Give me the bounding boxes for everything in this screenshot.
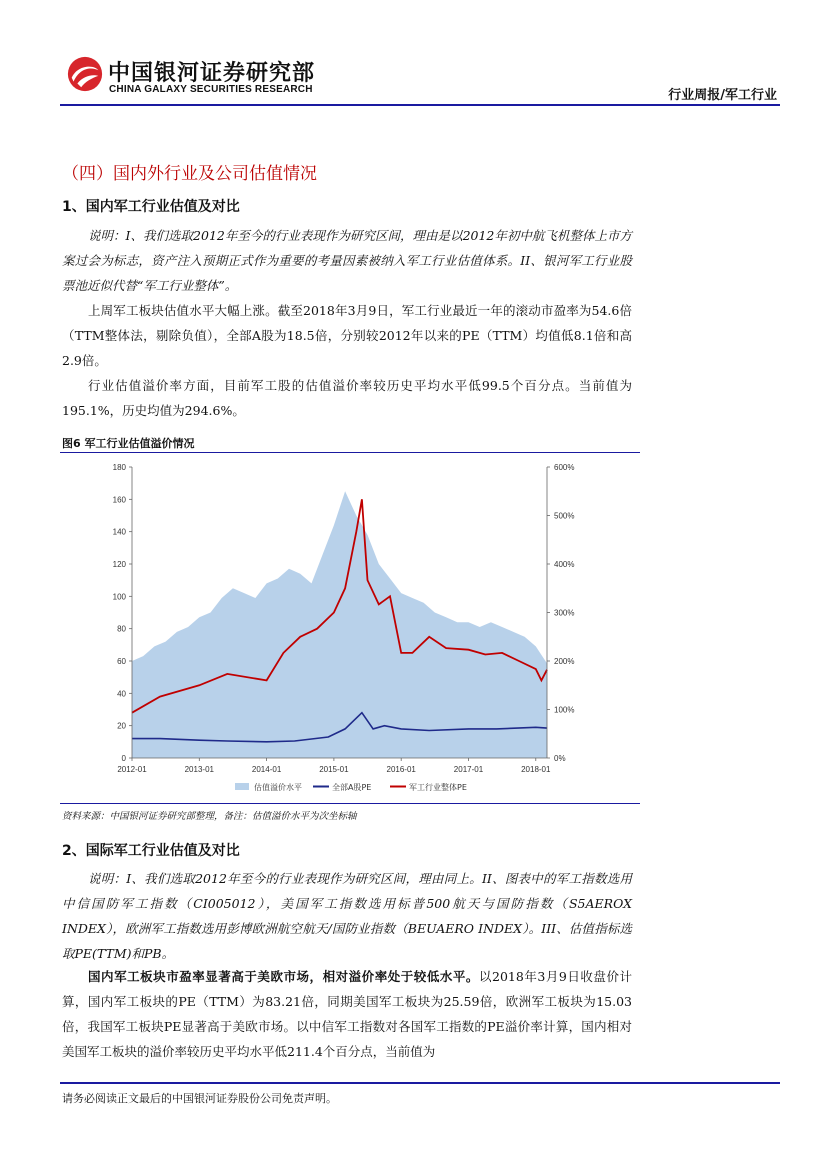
section-title: （四）国内外行业及公司估值情况 xyxy=(62,164,317,184)
legend-swatch-area xyxy=(235,783,249,790)
x-tick-label: 2015-01 xyxy=(319,765,349,774)
figure-source: 资料来源：中国银河证券研究部整理，备注：估值溢价水平为次坐标轴 xyxy=(62,811,357,822)
galaxy-logo-icon xyxy=(66,55,104,93)
y-left-tick-label: 80 xyxy=(117,624,126,634)
y-left-tick-label: 0 xyxy=(121,754,126,763)
valuation-premium-chart xyxy=(60,455,640,800)
header-rule xyxy=(60,104,780,106)
legend-label: 全部A股PE xyxy=(332,783,372,792)
paragraph-intl xyxy=(62,964,632,1064)
paragraph-intl-body: 以2018年3月9日收盘价计算，国内军工板块的PE（TTM）为83.21倍，同期美国军工板块为25.59倍，欧洲军工板块为15.03倍，我国军工板块PE显著高于美欧市场。以中信军工指数对各国军工指数的PE溢价率计算，国内相对美国军工板块的溢价率较历史平均水平低211.4个百分点，当前值为 xyxy=(62,969,632,1059)
x-tick-label: 2014-01 xyxy=(251,765,282,774)
y-left-tick-label: 120 xyxy=(112,560,126,569)
y-left-tick-label: 60 xyxy=(117,657,126,666)
paragraph-note-1: 说明：I、我们选取2012年至今的行业表现作为研究区间，理由是以2012年初中航飞机整体上市方案过会为标志，资产注入预期正式作为重要的考量因素被纳入军工行业估值体系。II、银河军工行业股票池近似代替“军工行业整体”。 xyxy=(62,228,632,293)
paragraph-premium: 行业估值溢价率方面，目前军工股的估值溢价率较历史平均水平低99.5个百分点。当前值为195.1%，历史均值为294.6%。 xyxy=(62,378,632,418)
y-right-tick-label: 200% xyxy=(554,657,575,666)
y-right-tick-label: 400% xyxy=(554,560,575,569)
y-right-tick-label: 300% xyxy=(554,608,575,618)
x-tick-label: 2017-01 xyxy=(453,765,484,774)
y-right-tick-label: 600% xyxy=(554,463,575,472)
paragraph-note-2: 说明：I、我们选取2012年至今的行业表现作为研究区间，理由同上。II、图表中的军工指数选用中信国防军工指数（CI005012），美国军工指数选用标普500航天与国防指数（S5AEROX INDEX），欧洲军工指数选用彭博欧洲航空航天/国防业指数（BEUAERO INDEX）。III、估值指标选取PE(TTM)和PB。 xyxy=(62,871,632,961)
figure-bottom-rule xyxy=(60,803,640,804)
brand-name-en: CHINA GALAXY SECURITIES RESEARCH xyxy=(109,84,313,95)
x-tick-label: 2016-01 xyxy=(386,765,416,774)
brand-name-cn: 中国银河证券研究部 xyxy=(108,61,316,86)
x-tick-label: 2013-01 xyxy=(184,765,214,774)
paragraph-intl-lead: 国内军工板块市盈率显著高于美欧市场，相对溢价率处于较低水平。 xyxy=(88,969,479,984)
y-right-tick-label: 0% xyxy=(554,754,566,763)
report-type: 行业周报/军工行业 xyxy=(668,88,777,103)
subsection-title-2: 2、国际军工行业估值及对比 xyxy=(62,843,240,859)
paragraph-pe: 上周军工板块估值水平大幅上涨。截至2018年3月9日，军工行业最近一年的滚动市盈率为54.6倍（TTM整体法，剔除负值），全部A股为18.5倍，分别较2012年以来的PE（TTM）均值低8.1倍和高2.9倍。 xyxy=(62,303,632,368)
y-left-tick-label: 180 xyxy=(112,463,126,472)
page-header xyxy=(0,0,827,110)
premium-area xyxy=(132,491,547,758)
footer-disclaimer: 请务必阅读正文最后的中国银河证券股份公司免责声明。 xyxy=(62,1092,337,1105)
y-left-tick-label: 140 xyxy=(112,527,126,537)
subsection-title-1: 1、国内军工行业估值及对比 xyxy=(62,199,240,215)
y-left-tick-label: 20 xyxy=(117,721,126,731)
premium-area-layer xyxy=(132,491,547,758)
y-left-tick-label: 40 xyxy=(117,689,126,699)
y-right-tick-label: 100% xyxy=(554,705,575,715)
x-tick-label: 2018-01 xyxy=(521,765,551,774)
legend-layer xyxy=(235,782,467,792)
y-left-tick-label: 160 xyxy=(112,495,126,505)
y-right-tick-label: 500% xyxy=(554,511,575,521)
legend-label: 军工行业整体PE xyxy=(409,783,467,792)
footer-rule xyxy=(60,1082,780,1084)
x-tick-label: 2012-01 xyxy=(117,765,147,774)
figure-top-rule xyxy=(60,452,640,453)
y-left-tick-label: 100 xyxy=(112,592,126,602)
figure-title: 图6 军工行业估值溢价情况 xyxy=(62,437,195,450)
legend-label: 估值溢价水平 xyxy=(254,783,302,792)
